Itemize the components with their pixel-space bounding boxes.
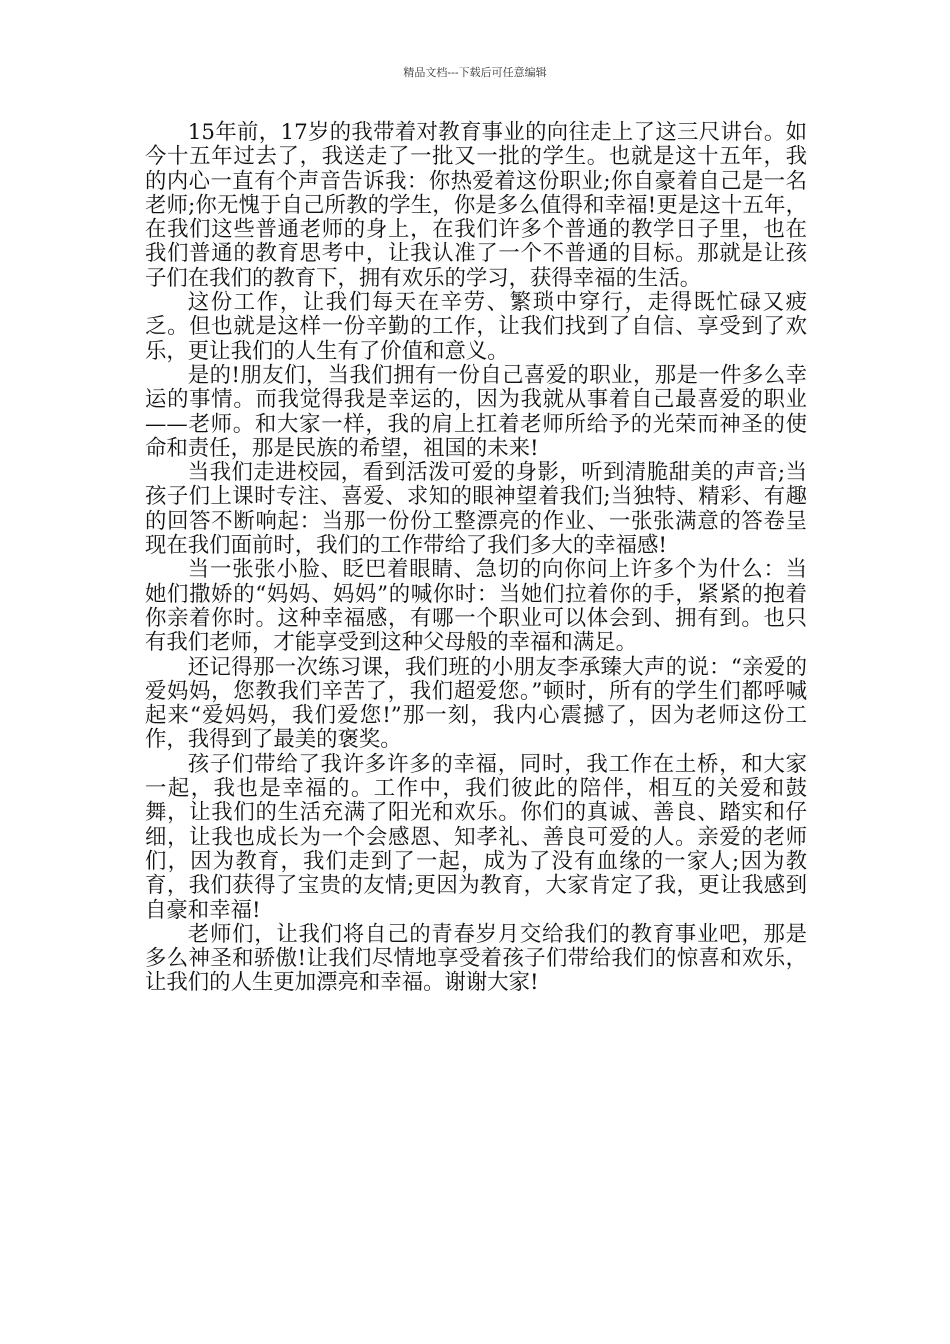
- paragraph-1: 15年前，17岁的我带着对教育事业的向往走上了这三尺讲台。如今十五年过去了，我送走了一批又一批的学生。也就是这十五年，我的内心一直有个声音告诉我：你热爱着这份职业;你自豪着自己是一名老师;你无愧于自己所教的学生，你是多么值得和幸福!更是这十五年，在我们这些普通老师的身上，在我们许多个普通的教学日子里，也在我们普通的教育思考中，让我认准了一个不普通的目标。那就是让孩子们在我们的教育下，拥有欢乐的学习，获得幸福的生活。: [145, 120, 807, 291]
- paragraph-8: 老师们，让我们将自己的青春岁月交给我们的教育事业吧，那是多么神圣和骄傲!让我们尽情地享受着孩子们带给我们的惊喜和欢乐，让我们的人生更加漂亮和幸福。谢谢大家!: [145, 921, 807, 996]
- document-body: [145, 121, 807, 996]
- paragraph-3: 是的!朋友们，当我们拥有一份自己喜爱的职业，那是一件多么幸运的事情。而我觉得我是幸运的，因为我就从事着自己最喜爱的职业——老师。和大家一样，我的肩上扛着老师所给予的光荣而神圣的使命和责任，那是民族的希望，祖国的未来!: [145, 362, 807, 461]
- paragraph-2: 这份工作，让我们每天在辛劳、繁琐中穿行，走得既忙碌又疲乏。但也就是这样一份辛勤的工作，让我们找到了自信、享受到了欢乐，更让我们的人生有了价值和意义。: [145, 290, 807, 364]
- page-header: 精品文档---下载后可任意编辑: [403, 66, 547, 79]
- paragraph-7: 孩子们带给了我许多许多的幸福，同时，我工作在土桥，和大家一起，我也是幸福的。工作中，我们彼此的陪伴，相互的关爱和鼓舞，让我们的生活充满了阳光和欢乐。你们的真诚、善良、踏实和仔细，让我也成长为一个会感恩、知孝礼、善良可爱的人。亲爱的老师们，因为教育，我们走到了一起，成为了没有血缘的一家人;因为教育，我们获得了宝贵的友情;更因为教育，大家肯定了我，更让我感到自豪和幸福!: [145, 751, 807, 923]
- paragraph-6: 还记得那一次练习课，我们班的小朋友李承臻大声的说：“亲爱的爱妈妈，您教我们辛苦了，我们超爱您。”顿时，所有的学生们都呼喊起来“爱妈妈，我们爱您!”那一刻，我内心震撼了，因为老师这份工作，我得到了最美的褒奖。: [145, 654, 807, 753]
- paragraph-5: 当一张张小脸、眨巴着眼睛、急切的向你问上许多个为什么：当她们撒娇的“妈妈、妈妈”的喊你时：当她们拉着你的手，紧紧的抱着你亲着你时。这种幸福感，有哪一个职业可以体会到、拥有到。也只有我们老师，才能享受到这种父母般的幸福和满足。: [145, 557, 807, 656]
- paragraph-4: 当我们走进校园，看到活泼可爱的身影，听到清脆甜美的声音;当孩子们上课时专注、喜爱、求知的眼神望着我们;当独特、精彩、有趣的回答不断响起：当那一份份工整漂亮的作业、一张张满意的答卷呈现在我们面前时，我们的工作带给了我们多大的幸福感!: [145, 460, 807, 559]
